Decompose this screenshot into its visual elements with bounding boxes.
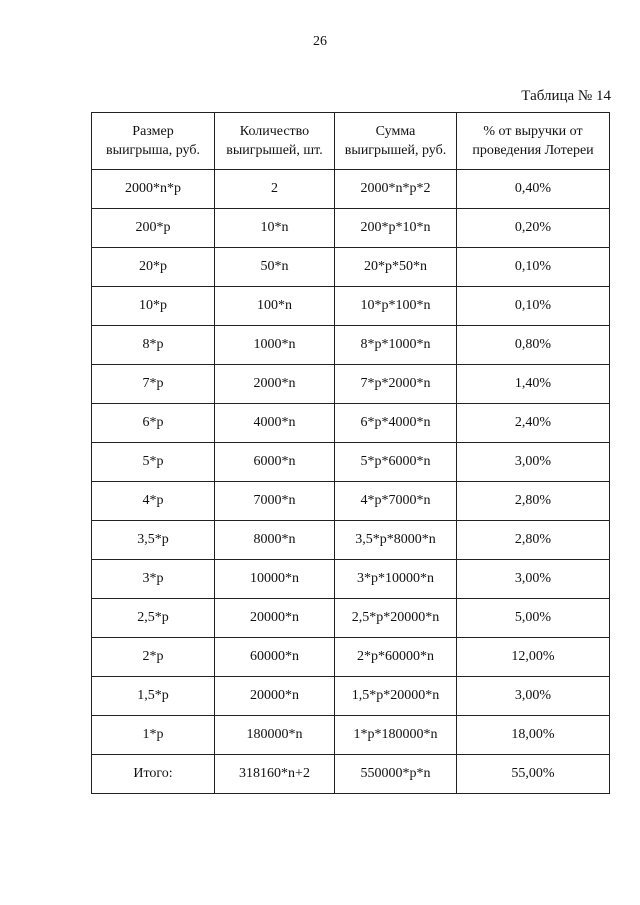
cell-prize-sum: 20*p*50*n (335, 248, 457, 287)
cell-total-label: Итого: (92, 755, 215, 794)
cell-prize-count: 7000*n (215, 482, 335, 521)
cell-prize-sum: 5*p*6000*n (335, 443, 457, 482)
cell-prize-sum: 2000*n*p*2 (335, 170, 457, 209)
cell-prize-count: 2000*n (215, 365, 335, 404)
cell-prize-sum: 3*p*10000*n (335, 560, 457, 599)
cell-prize-size: 2*p (92, 638, 215, 677)
cell-prize-size: 7*p (92, 365, 215, 404)
cell-prize-sum: 8*p*1000*n (335, 326, 457, 365)
cell-prize-size: 4*p (92, 482, 215, 521)
table-row (92, 287, 610, 326)
header-line: % от выручки от (483, 124, 583, 139)
cell-prize-size: 8*p (92, 326, 215, 365)
table-row (92, 443, 610, 482)
cell-prize-sum: 2,5*p*20000*n (335, 599, 457, 638)
cell-prize-size: 20*p (92, 248, 215, 287)
cell-prize-sum: 3,5*p*8000*n (335, 521, 457, 560)
header-prize-sum (335, 113, 457, 170)
prize-table (91, 112, 610, 794)
table-row (92, 677, 610, 716)
table-row (92, 560, 610, 599)
cell-prize-count: 20000*n (215, 677, 335, 716)
cell-prize-sum: 1*p*180000*n (335, 716, 457, 755)
cell-prize-count: 20000*n (215, 599, 335, 638)
cell-prize-sum: 2*p*60000*n (335, 638, 457, 677)
cell-prize-size: 6*p (92, 404, 215, 443)
page-number: 26 (313, 34, 327, 49)
table-body (92, 170, 610, 794)
cell-revenue-percent: 2,40% (457, 404, 610, 443)
cell-revenue-percent: 3,00% (457, 443, 610, 482)
header-line: выигрышей, шт. (226, 143, 323, 158)
cell-total-percent: 55,00% (457, 755, 610, 794)
table-row (92, 716, 610, 755)
cell-revenue-percent: 3,00% (457, 677, 610, 716)
table-row (92, 599, 610, 638)
header-line: Размер (132, 124, 174, 139)
header-prize-count (215, 113, 335, 170)
cell-revenue-percent: 3,00% (457, 560, 610, 599)
cell-revenue-percent: 2,80% (457, 521, 610, 560)
cell-prize-size: 1,5*p (92, 677, 215, 716)
cell-prize-sum: 1,5*p*20000*n (335, 677, 457, 716)
table-row (92, 521, 610, 560)
table-row (92, 482, 610, 521)
cell-revenue-percent: 1,40% (457, 365, 610, 404)
table-row (92, 326, 610, 365)
cell-revenue-percent: 12,00% (457, 638, 610, 677)
cell-revenue-percent: 0,20% (457, 209, 610, 248)
table-row (92, 638, 610, 677)
cell-prize-size: 2,5*p (92, 599, 215, 638)
cell-prize-sum: 7*p*2000*n (335, 365, 457, 404)
cell-prize-sum: 4*p*7000*n (335, 482, 457, 521)
cell-prize-size: 3,5*p (92, 521, 215, 560)
cell-revenue-percent: 0,40% (457, 170, 610, 209)
cell-prize-count: 10*n (215, 209, 335, 248)
table-row (92, 365, 610, 404)
cell-prize-count: 50*n (215, 248, 335, 287)
table-total-row (92, 755, 610, 794)
cell-prize-count: 10000*n (215, 560, 335, 599)
header-line: выигрыша, руб. (106, 143, 200, 158)
table-row (92, 404, 610, 443)
table-caption: Таблица № 14 (521, 88, 611, 104)
header-prize-size (92, 113, 215, 170)
cell-revenue-percent: 0,10% (457, 248, 610, 287)
cell-prize-count: 100*n (215, 287, 335, 326)
cell-prize-size: 10*p (92, 287, 215, 326)
cell-prize-count: 4000*n (215, 404, 335, 443)
cell-total-sum: 550000*p*n (335, 755, 457, 794)
cell-prize-count: 180000*n (215, 716, 335, 755)
header-revenue-percent (457, 113, 610, 170)
table-header-row (92, 113, 610, 170)
cell-revenue-percent: 5,00% (457, 599, 610, 638)
cell-prize-count: 60000*n (215, 638, 335, 677)
header-line: Сумма (375, 124, 416, 139)
table-row (92, 170, 610, 209)
cell-prize-size: 1*p (92, 716, 215, 755)
cell-revenue-percent: 2,80% (457, 482, 610, 521)
cell-prize-count: 1000*n (215, 326, 335, 365)
cell-prize-sum: 200*p*10*n (335, 209, 457, 248)
table-row (92, 209, 610, 248)
cell-prize-size: 200*p (92, 209, 215, 248)
cell-prize-count: 6000*n (215, 443, 335, 482)
cell-prize-sum: 6*p*4000*n (335, 404, 457, 443)
table-row (92, 248, 610, 287)
cell-prize-count: 8000*n (215, 521, 335, 560)
cell-revenue-percent: 0,80% (457, 326, 610, 365)
cell-revenue-percent: 18,00% (457, 716, 610, 755)
header-line: Количество (239, 124, 310, 139)
cell-prize-size: 2000*n*p (92, 170, 215, 209)
cell-prize-size: 5*p (92, 443, 215, 482)
cell-revenue-percent: 0,10% (457, 287, 610, 326)
cell-total-count: 318160*n+2 (215, 755, 335, 794)
header-line: проведения Лотереи (472, 143, 594, 158)
header-line: выигрышей, руб. (344, 143, 447, 158)
cell-prize-sum: 10*p*100*n (335, 287, 457, 326)
cell-prize-size: 3*p (92, 560, 215, 599)
cell-prize-count: 2 (215, 170, 335, 209)
